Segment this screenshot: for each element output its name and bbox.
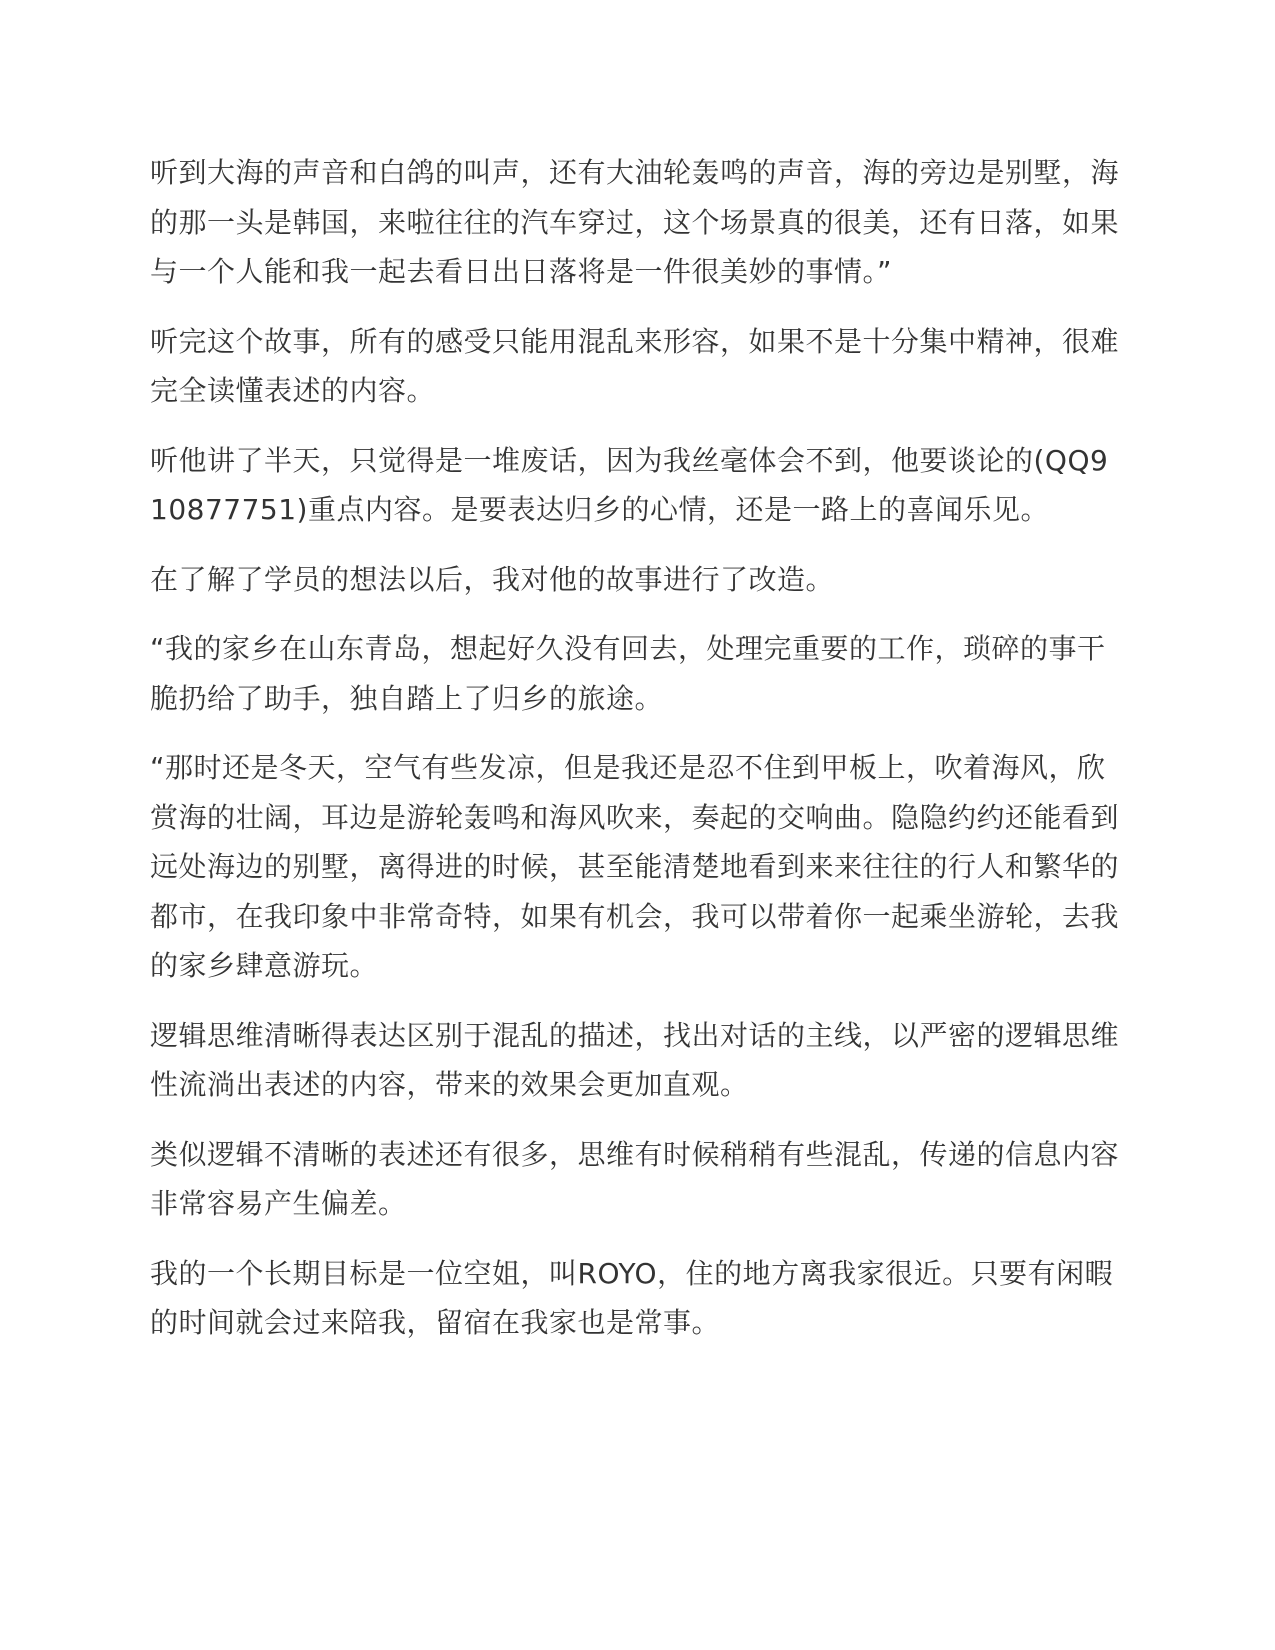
- document-body: [150, 148, 1125, 1368]
- paragraph-8: 类似逻辑不清晰的表述还有很多，思维有时候稍稍有些混乱，传递的信息内容非常容易产生偏差。: [150, 1137, 1120, 1220]
- paragraph-1: 听到大海的声音和白鸽的叫声，还有大油轮轰鸣的声音，海的旁边是别墅，海的那一头是韩国，来啦往往的汽车穿过，这个场景真的很美，还有日落，如果与一个人能和我一起去看日出日落将是一件很美妙的事情。”: [150, 156, 1120, 288]
- paragraph-7: 逻辑思维清晰得表达区别于混乱的描述，找出对话的主线，以严密的逻辑思维性流淌出表述的内容，带来的效果会更加直观。: [150, 1018, 1120, 1101]
- paragraph-5: “我的家乡在山东青岛，想起好久没有回去，处理完重要的工作，琐碎的事干脆扔给了助手，独自踏上了归乡的旅途。: [150, 632, 1106, 715]
- paragraph-6: “那时还是冬天，空气有些发凉，但是我还是忍不住到甲板上，吹着海风，欣赏海的壮阔，耳边是游轮轰鸣和海风吹来，奏起的交响曲。隐隐约约还能看到远处海边的别墅，离得进的时候，甚至能清楚地看到来来往往的行人和繁华的都市，在我印象中非常奇特，如果有机会，我可以带着你一起乘坐游轮，去我的家乡肆意游玩。: [150, 751, 1120, 982]
- paragraph-9: 我的一个长期目标是一位空姐，叫ROYO，住的地方离我家很近。只要有闲暇的时间就会过来陪我，留宿在我家也是常事。: [150, 1256, 1114, 1339]
- paragraph-2: 听完这个故事，所有的感受只能用混乱来形容，如果不是十分集中精神，很难完全读懂表述的内容。: [150, 324, 1120, 407]
- paragraph-3: 听他讲了半天，只觉得是一堆废话，因为我丝毫体会不到，他要谈论的(QQ910877751)重点内容。是要表达归乡的心情，还是一路上的喜闻乐见。: [150, 443, 1109, 526]
- paragraph-4: 在了解了学员的想法以后，我对他的故事进行了改造。: [150, 562, 835, 596]
